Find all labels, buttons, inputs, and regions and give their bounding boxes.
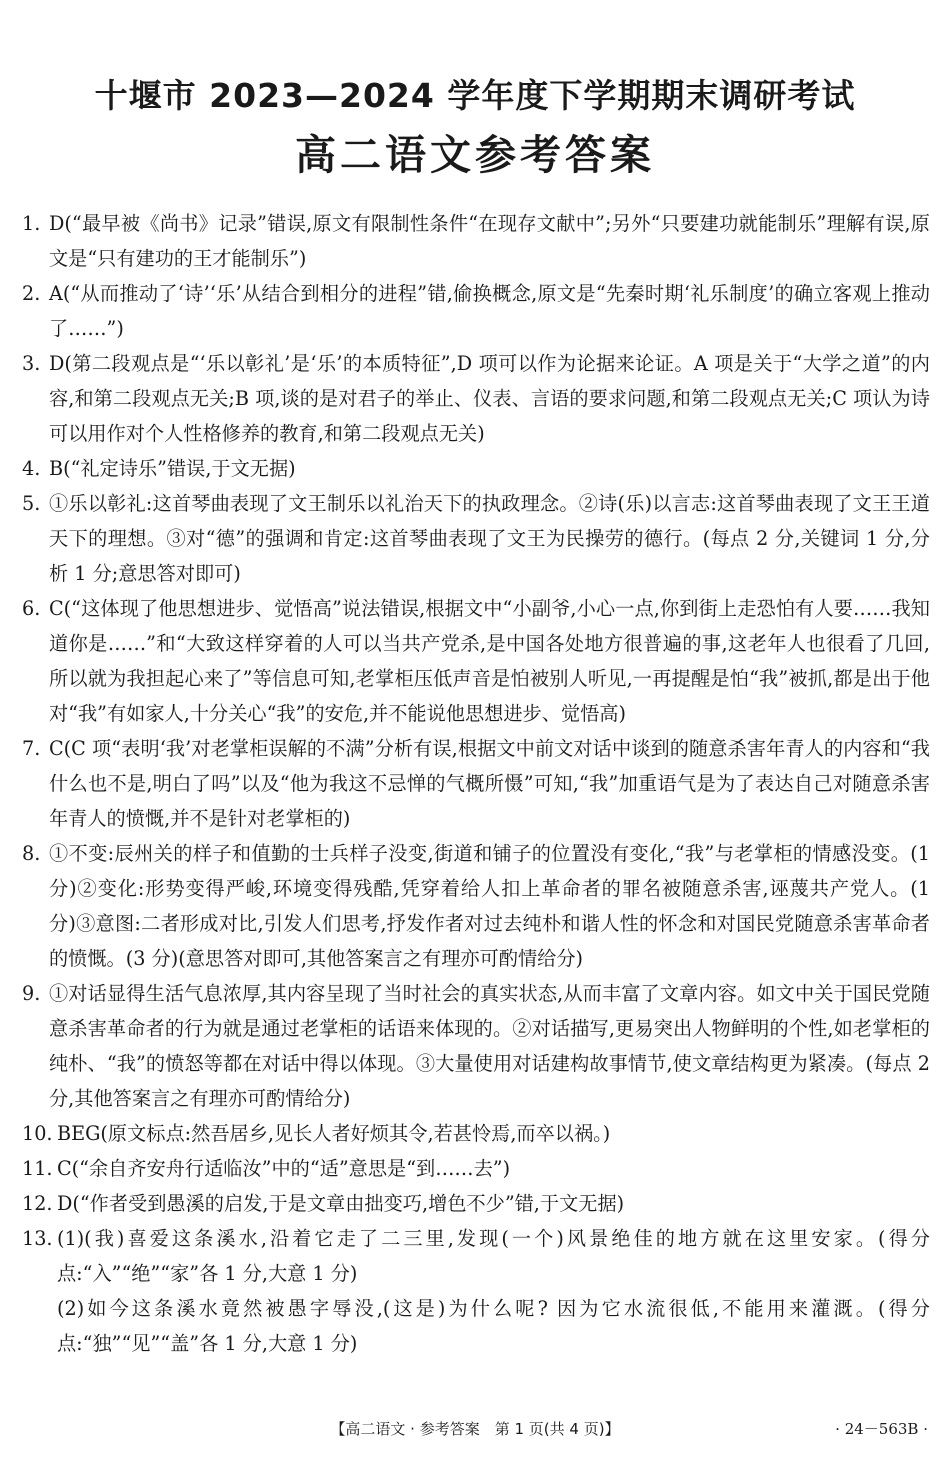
answer-item bbox=[22, 1116, 930, 1151]
answer-text: D(第二段观点是“‘乐以彰礼’是‘乐’的本质特征”,D 项可以作为论据来论证。A 项是关于“大学之道”的内容,和第二段观点无关;B 项,谈的是对君子的举止、仪表、言语的要求问题,和第二段观点无关;C 项认为诗可以用作对个人性格修养的教育,和第二段观点无关) bbox=[49, 352, 930, 445]
answer-item bbox=[22, 591, 930, 731]
answer-number: 4. bbox=[22, 457, 41, 480]
answer-text: B(“礼定诗乐”错误,于文无据) bbox=[49, 457, 296, 480]
answer-number: 5. bbox=[22, 492, 41, 515]
answer-text: ①对话显得生活气息浓厚,其内容呈现了当时社会的真实状态,从而丰富了文章内容。如文中关于国民党随意杀害革命者的行为就是通过老掌柜的话语来体现的。②对话描写,更易突出人物鲜明的个性,如老掌柜的纯朴、“我”的愤怒等都在对话中得以体现。③大量使用对话建构故事情节,使文章结构更为紧凑。(每点 2 分,其他答案言之有理亦可酌情给分) bbox=[49, 982, 930, 1110]
answer-item bbox=[22, 276, 930, 346]
answer-number: 12. bbox=[22, 1192, 53, 1215]
answer-number: 11. bbox=[22, 1157, 53, 1180]
answer-number: 7. bbox=[22, 737, 41, 760]
answer-text: C(“余自齐安舟行适临汝”中的“适”意思是“到……去”) bbox=[57, 1157, 511, 1180]
answer-text: D(“最早被《尚书》记录”错误,原文有限制性条件“在现存文献中”;另外“只要建功就能制乐”理解有误,原文是“只有建功的王才能制乐”) bbox=[49, 212, 930, 270]
exam-title: 十堰市 2023—2024 学年度下学期期末调研考试 bbox=[94, 76, 856, 115]
answer-text: C(C 项“表明‘我’对老掌柜误解的不满”分析有误,根据文中前文对话中谈到的随意杀害年青人的内容和“我什么也不是,明白了吗”以及“他为我这不忌惮的气概所慑”可知,“我”加重语气是为了表达自己对随意杀害年青人的愤慨,并不是针对老掌柜的) bbox=[49, 737, 930, 830]
answer-text: (2)如今这条溪水竟然被愚字辱没,(这是)为什么呢? 因为它水流很低,不能用来灌溉。(得分点:“独”“见”“盖”各 1 分,大意 1 分) bbox=[57, 1297, 930, 1355]
answer-item bbox=[22, 206, 930, 276]
footer-page-info: 【高二语文 · 参考答案 第 1 页(共 4 页)】 bbox=[330, 1420, 620, 1438]
answer-text: C(“这体现了他思想进步、觉悟高”说法错误,根据文中“小副爷,小心一点,你到街上走恐怕有人要……我知道你是……”和“大致这样穿着的人可以当共产党杀,是中国各处地方很普遍的事,这老年人也很看了几回,所以就为我担起心来了”等信息可知,老掌柜压低声音是怕被别人听见,一再提醒是怕“我”被抓,都是出于他对“我”有如家人,十分关心“我”的安危,并不能说他思想进步、觉悟高) bbox=[49, 597, 930, 725]
answer-text: A(“从而推动了‘诗’‘乐’从结合到相分的进程”错,偷换概念,原文是“先秦时期‘礼乐制度’的确立客观上推动了……”) bbox=[49, 282, 930, 340]
answer-item bbox=[22, 731, 930, 836]
answer-item bbox=[22, 451, 930, 486]
document-title: 高二语文参考答案 bbox=[295, 131, 655, 179]
answer-text: ①不变:辰州关的样子和值勤的士兵样子没变,街道和铺子的位置没有变化,“我”与老掌柜的情感没变。(1 分)②变化:形势变得严峻,环境变得残酷,凭穿着给人扣上革命者的罪名被随意杀害,诬蔑共产党人。(1 分)③意图:二者形成对比,引发人们思考,抒发作者对过去纯朴和谐人性的怀念和对国民党随意杀害革命者的愤慨。(3 分)(意思答对即可,其他答案言之有理亦可酌情给分) bbox=[49, 842, 930, 970]
answer-text: (1)(我)喜爱这条溪水,沿着它走了二三里,发现(一个)风景绝佳的地方就在这里安家。(得分点:“入”“绝”“家”各 1 分,大意 1 分) bbox=[57, 1227, 930, 1285]
answer-item bbox=[22, 486, 930, 591]
answer-number: 8. bbox=[22, 842, 41, 865]
answer-item bbox=[22, 1186, 930, 1221]
answer-number: 9. bbox=[22, 982, 41, 1005]
answer-item bbox=[22, 1151, 930, 1186]
answer-item bbox=[22, 976, 930, 1116]
answer-number: 13. bbox=[22, 1227, 53, 1250]
answer-item bbox=[22, 346, 930, 451]
answer-number: 2. bbox=[22, 282, 41, 305]
answer-item bbox=[22, 1221, 930, 1361]
answer-number: 6. bbox=[22, 597, 41, 620]
answer-text: BEG(原文标点:然吾居乡,见长人者好烦其令,若甚怜焉,而卒以祸。) bbox=[57, 1122, 611, 1145]
answer-text: ①乐以彰礼:这首琴曲表现了文王制乐以礼治天下的执政理念。②诗(乐)以言志:这首琴曲表现了文王王道天下的理想。③对“德”的强调和肯定:这首琴曲表现了文王为民操劳的德行。(每点 2 分,关键词 1 分,分析 1 分;意思答对即可) bbox=[49, 492, 930, 585]
page-footer bbox=[0, 1418, 950, 1442]
answer-text: D(“作者受到愚溪的启发,于是文章由拙变巧,增色不少”错,于文无据) bbox=[57, 1192, 625, 1215]
answer-number: 1. bbox=[22, 212, 41, 235]
answer-number: 10. bbox=[22, 1122, 53, 1145]
answer-item bbox=[22, 836, 930, 976]
answer-list bbox=[22, 206, 930, 1361]
footer-doc-code: · 24－563B · bbox=[835, 1420, 928, 1438]
answer-number: 3. bbox=[22, 352, 41, 375]
